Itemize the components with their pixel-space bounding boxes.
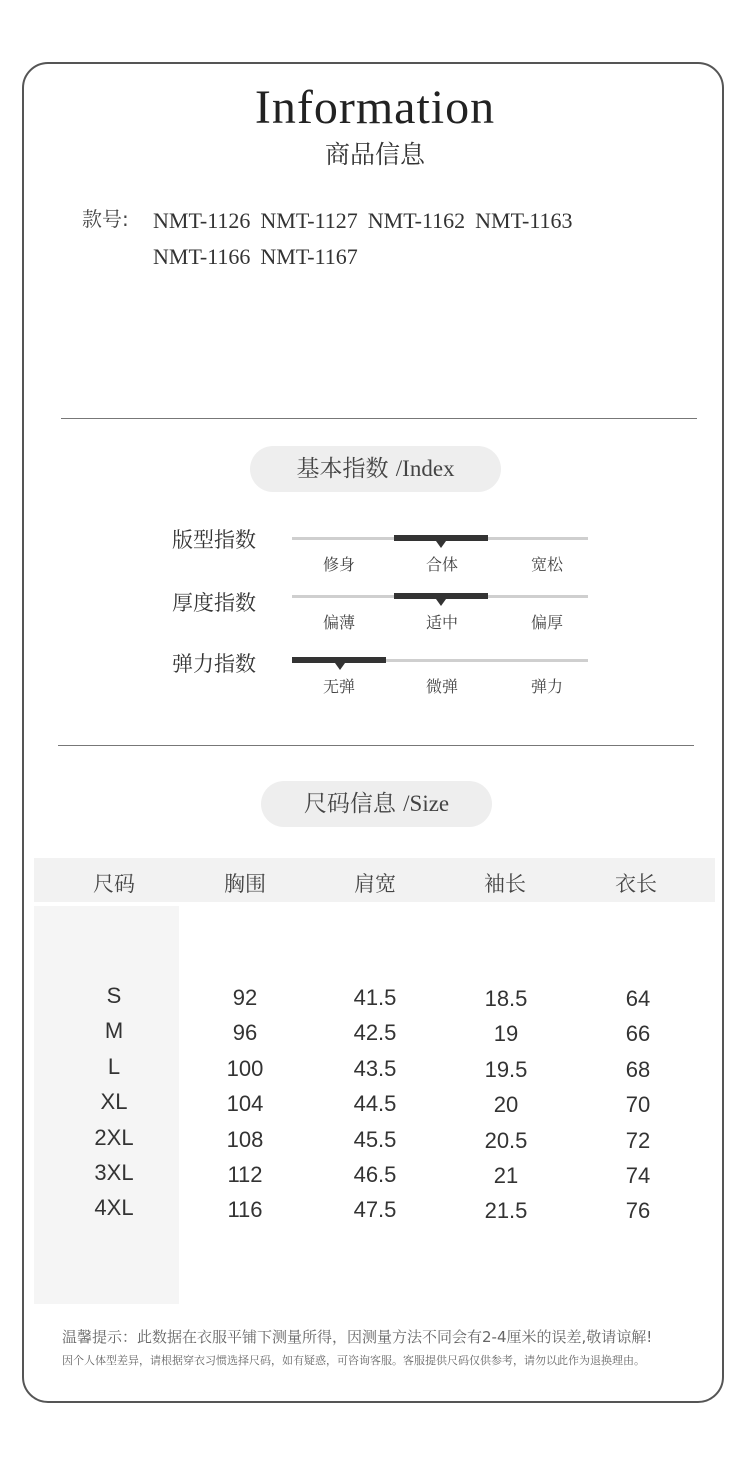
size-disclaimer: 因个人体型差异，请根据穿衣习惯选择尺码，如有疑惑，可咨询客服。客服提供尺码仅供参考，请勿以此作为退换理由。 [62, 1354, 645, 1367]
model-code: NMT-1163 [475, 208, 573, 233]
table-cell: 45.5 [353, 1127, 397, 1152]
table-header-size: 尺码 [93, 872, 135, 896]
table-cell: 19.5 [484, 1057, 528, 1082]
index-option: 偏薄 [322, 613, 355, 632]
table-cell: 64 [625, 986, 651, 1011]
table-cell: 21.5 [484, 1198, 528, 1223]
index-option: 修身 [322, 555, 355, 574]
table-cell: L [107, 1054, 121, 1079]
table-cell: 21 [493, 1163, 519, 1188]
table-cell: XL [100, 1089, 128, 1114]
table-cell: 108 [226, 1127, 264, 1152]
table-cell: 116 [227, 1197, 263, 1222]
table-cell: S [106, 983, 122, 1008]
table-cell: 46.5 [353, 1162, 397, 1187]
table-cell: 44.5 [353, 1091, 397, 1116]
model-code: NMT-1126 [153, 208, 251, 233]
table-cell: 66 [625, 1021, 651, 1046]
size-title-en: /Size [403, 791, 450, 816]
page-subtitle: 商品信息 [324, 140, 425, 169]
index-option: 宽松 [530, 555, 563, 574]
model-code: NMT-1162 [367, 208, 466, 233]
table-cell: 20.5 [484, 1128, 528, 1153]
table-cell: 47.5 [353, 1197, 397, 1222]
table-cell: 42.5 [353, 1020, 397, 1045]
model-code: NMT-1127 [260, 208, 358, 233]
divider [61, 418, 697, 419]
index-option: 无弹 [322, 677, 355, 696]
index-section-title [250, 446, 501, 492]
indicator-arrow-icon [335, 663, 345, 670]
index-row-label: 弹力指数 [172, 652, 256, 676]
index-row-label: 版型指数 [172, 528, 256, 552]
table-cell: 41.5 [353, 985, 397, 1010]
index-title-cn: 基本指数 [296, 456, 389, 482]
table-cell: M [104, 1018, 124, 1043]
indicator-arrow-icon [436, 599, 446, 606]
table-cell: 70 [625, 1092, 651, 1117]
table-cell: 43.5 [353, 1056, 397, 1081]
table-cell: 76 [625, 1198, 651, 1223]
model-code: NMT-1167 [260, 244, 358, 269]
table-header-sleeve: 袖长 [484, 872, 526, 896]
model-codes [153, 203, 673, 275]
table-cell: 92 [232, 985, 258, 1010]
size-title-cn: 尺码信息 [303, 791, 396, 817]
index-option: 合体 [425, 555, 458, 574]
table-cell: 19 [493, 1021, 519, 1046]
index-option: 适中 [425, 613, 458, 632]
index-option: 偏厚 [530, 613, 563, 632]
indicator-arrow-icon [436, 541, 446, 548]
table-cell: 2XL [94, 1125, 134, 1150]
index-row-label: 厚度指数 [172, 591, 256, 615]
table-cell: 96 [232, 1020, 258, 1045]
table-cell: 100 [226, 1056, 264, 1081]
page-title: Information [254, 81, 496, 134]
measurement-note: 温馨提示：此数据在衣服平铺下测量所得，因测量方法不同会有2-4厘米的误差,敬请谅解! [62, 1328, 653, 1346]
index-track [292, 659, 588, 662]
index-option: 弹力 [530, 677, 563, 696]
index-title-en: /Index [395, 456, 455, 481]
index-track [292, 537, 588, 540]
table-header-shoulder: 肩宽 [354, 872, 396, 896]
size-section-title [261, 781, 492, 827]
table-cell: 112 [227, 1162, 263, 1187]
table-cell: 3XL [94, 1160, 134, 1185]
table-cell: 72 [625, 1128, 651, 1153]
model-label: 款号: [82, 207, 129, 231]
table-cell: 20 [493, 1092, 519, 1117]
table-header-chest: 胸围 [224, 872, 266, 896]
table-header-length: 衣长 [615, 872, 657, 896]
index-option: 微弹 [425, 677, 458, 696]
table-cell: 104 [226, 1091, 264, 1116]
table-cell: 18.5 [484, 986, 528, 1011]
index-track [292, 595, 588, 598]
table-cell: 68 [625, 1057, 651, 1082]
table-cell: 74 [625, 1163, 651, 1188]
model-code: NMT-1166 [153, 244, 251, 269]
divider [58, 745, 694, 746]
table-cell: 4XL [94, 1195, 134, 1220]
